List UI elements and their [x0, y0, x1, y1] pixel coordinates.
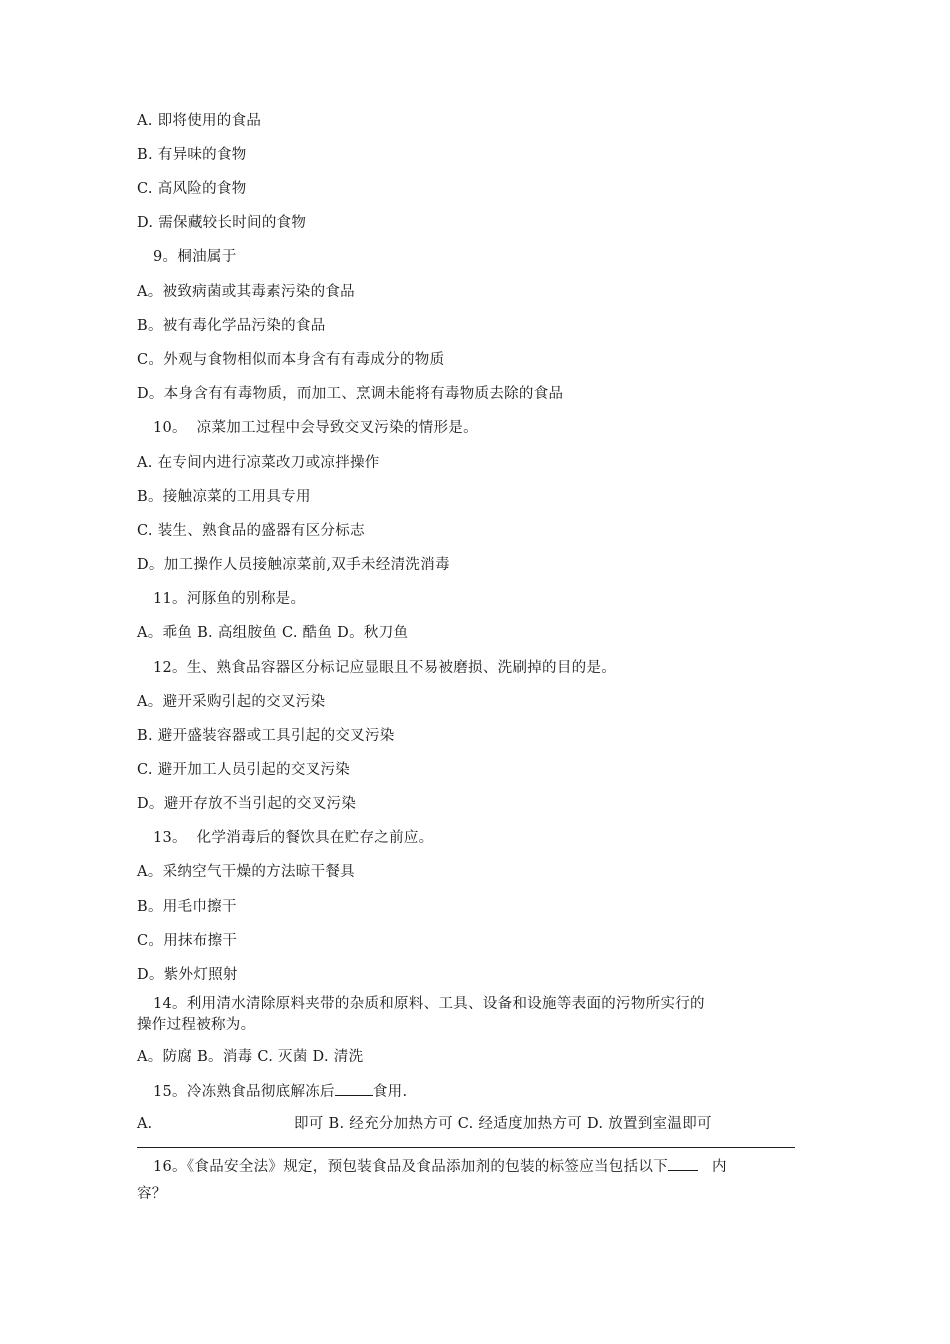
- q12-option-b: B. 避开盛装容器或工具引起的交叉污染: [137, 728, 395, 744]
- q15-options: 即可 B. 经充分加热方可 C. 经适度加热方可 D. 放置到室温即可: [294, 1116, 712, 1132]
- q10-question: 10。 凉菜加工过程中会导致交叉污染的情形是。: [153, 420, 478, 436]
- q8-option-a: A. 即将使用的食品: [137, 113, 262, 129]
- q13-question: 13。 化学消毒后的餐饮具在贮存之前应。: [153, 830, 434, 846]
- q9-option-b: B。被有毒化学品污染的食品: [137, 318, 326, 334]
- q11-question: 11。河豚鱼的别称是。: [153, 591, 306, 607]
- q13-option-c: C。用抹布擦干: [137, 933, 238, 949]
- q13-option-b: B。用毛巾擦干: [137, 899, 237, 915]
- q12-option-c: C. 避开加工人员引起的交叉污染: [137, 762, 351, 778]
- q10-option-b: B。接触凉菜的工用具专用: [137, 489, 311, 505]
- horizontal-divider: [137, 1147, 795, 1148]
- q16-question-before: 16。《食品安全法》规定，预包装食品及食品添加剂的包装的标签应当包括以下: [153, 1159, 668, 1175]
- q8-option-b: B. 有异味的食物: [137, 147, 247, 163]
- q10-option-c: C. 装生、熟食品的盛器有区分标志: [137, 523, 365, 539]
- q10-option-d: D。加工操作人员接触凉菜前,双手未经清洗消毒: [137, 557, 450, 573]
- q16-question-after: 内: [712, 1159, 727, 1175]
- q13-option-d: D。紫外灯照射: [137, 967, 238, 983]
- q13-option-a: A。采纳空气干燥的方法晾干餐具: [137, 864, 355, 880]
- q15-question-after: 食用.: [372, 1084, 408, 1100]
- q15-answer-blank: [335, 1081, 373, 1096]
- q9-option-c: C。外观与食物相似而本身含有有毒成分的物质: [137, 352, 445, 368]
- q9-option-d: D。本身含有有毒物质，而加工、烹调未能将有毒物质去除的食品: [137, 386, 564, 402]
- q12-option-a: A。避开采购引起的交叉污染: [137, 694, 326, 710]
- q16-answer-blank: [668, 1156, 698, 1171]
- q14-question-line2: 操作过程被称为。: [137, 1017, 256, 1033]
- q8-option-d: D. 需保藏较长时间的食物: [137, 215, 307, 231]
- q16-question-line2: 容？: [137, 1186, 167, 1202]
- q11-options: A。乖鱼 B. 高组胺鱼 C. 酷鱼 D。秋刀鱼: [137, 625, 409, 641]
- q16-question-line1: [153, 1156, 727, 1177]
- q9-question: 9。桐油属于: [153, 249, 237, 265]
- q12-question: 12。生、熟食品容器区分标记应显眼且不易被磨损、洗刷掉的目的是。: [153, 660, 617, 676]
- q10-option-a: A. 在专间内进行凉菜改刀或凉拌操作: [137, 455, 380, 471]
- q12-option-d: D。避开存放不当引起的交叉污染: [137, 796, 357, 812]
- q15-question: [153, 1081, 407, 1102]
- q15-question-before: 15。冷冻熟食品彻底解冻后: [153, 1084, 335, 1100]
- q14-question-line1: 14。利用清水清除原料夹带的杂质和原料、工具、设备和设施等表面的污物所实行的: [153, 996, 705, 1012]
- q14-options: A。防腐 B。消毒 C. 灭菌 D. 清洗: [137, 1049, 364, 1065]
- q15-option-letter: A.: [137, 1116, 153, 1132]
- q8-option-c: C. 高风险的食物: [137, 181, 247, 197]
- q9-option-a: A。被致病菌或其毒素污染的食品: [137, 284, 355, 300]
